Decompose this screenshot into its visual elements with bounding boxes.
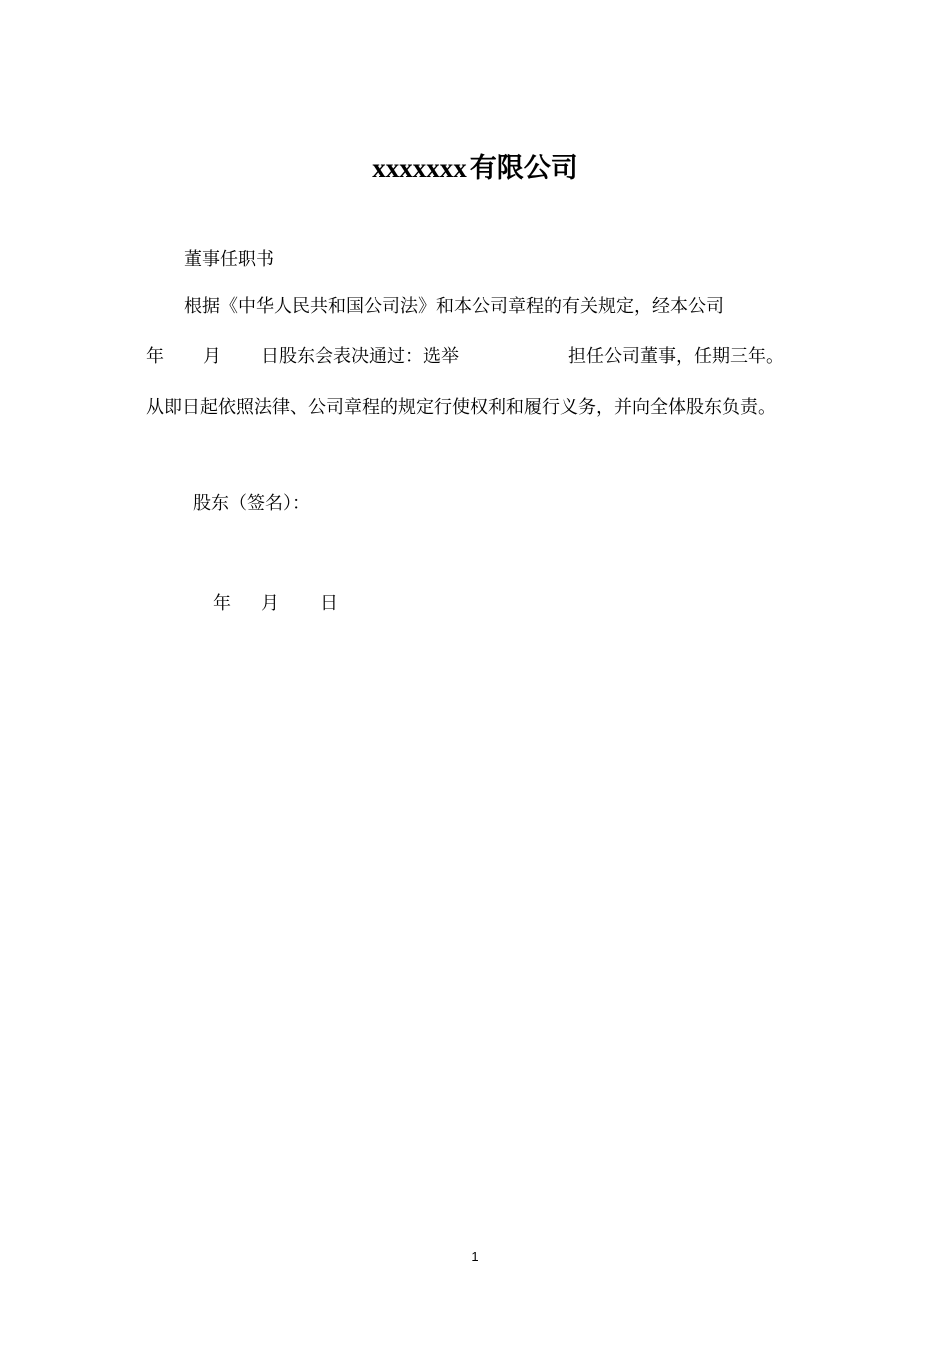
paragraph-line-3: 从即日起依照法律、公司章程的规定行使权利和履行义务，并向全体股东负责。	[146, 397, 776, 418]
document-heading: 董事任职书	[184, 249, 274, 270]
appointment-day-resolution-text: 日股东会表决通过：选举	[261, 346, 459, 367]
document-title	[0, 150, 950, 187]
appointment-role-text: 担任公司董事，任期三年。	[568, 346, 784, 367]
title-company-placeholder: xxxxxxx	[372, 153, 467, 183]
signature-month-label: 月	[261, 593, 279, 614]
appointment-month-label: 月	[203, 346, 221, 367]
page-number: 1	[471, 1249, 479, 1264]
title-company-suffix: 有限公司	[469, 153, 578, 184]
signature-year-label: 年	[213, 593, 231, 614]
shareholder-signature-label: 股东（签名）：	[193, 493, 310, 514]
appointment-year-label: 年	[146, 346, 164, 367]
paragraph-line-1: 根据《中华人民共和国公司法》和本公司章程的有关规定，经本公司	[184, 296, 724, 317]
signature-day-label: 日	[320, 593, 338, 614]
